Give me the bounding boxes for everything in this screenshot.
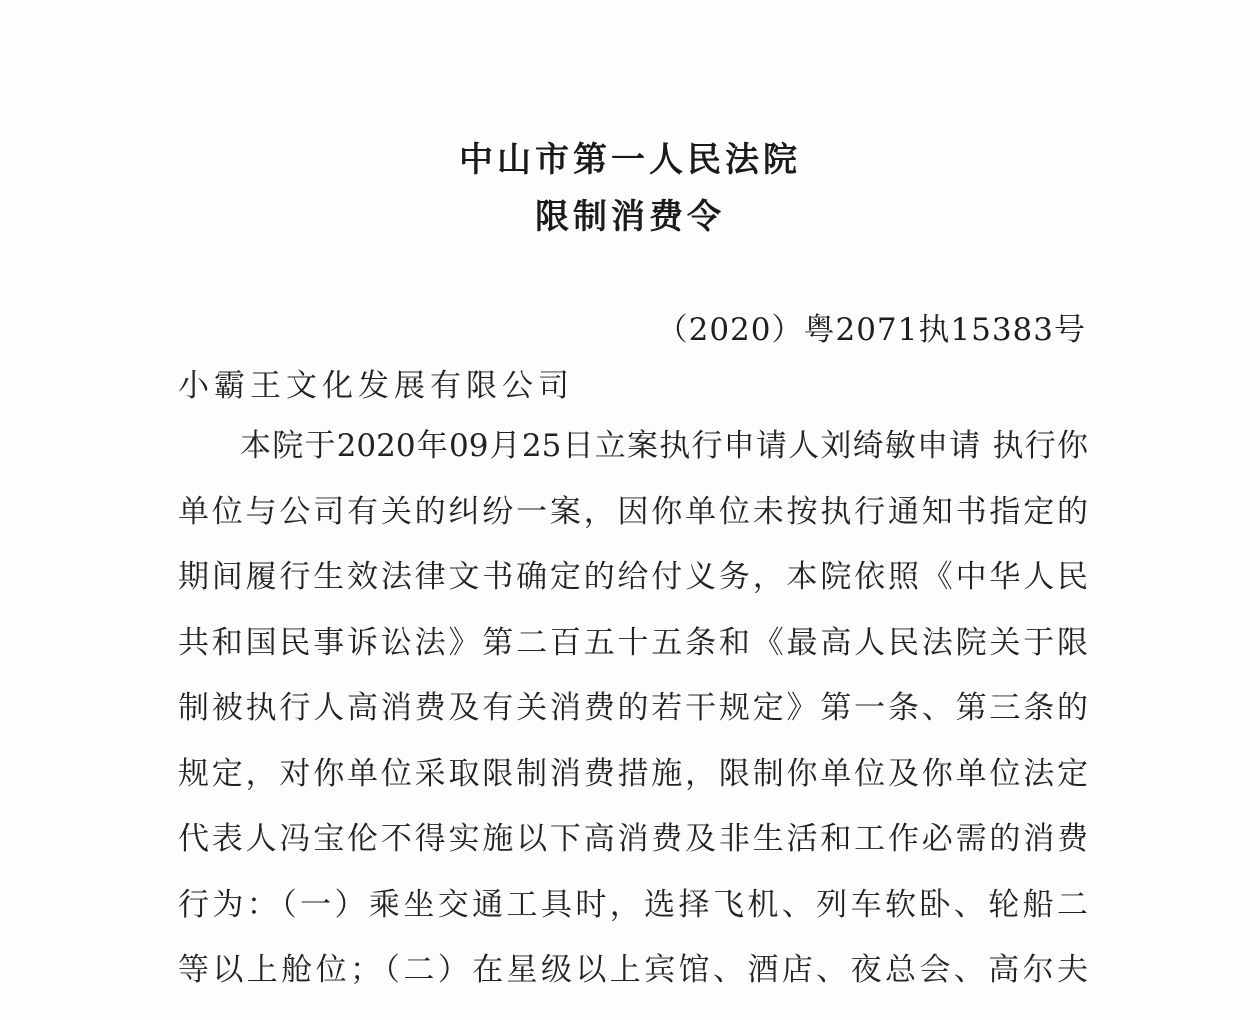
body-line: 期间履行生效法律文书确定的给付义务，本院依照《中华人民 [178,559,1088,595]
body-line: 单位与公司有关的纠纷一案，因你单位未按执行通知书指定的 [178,493,1088,530]
court-name-title: 中山市第一人民法院 [459,140,801,180]
body-line: 本院于2020年09月25日立案执行申请人刘绮敏申请 执行你 [240,428,1088,464]
body-line: 等以上舱位；（二）在星级以上宾馆、酒店、夜总会、高尔夫 [178,952,1088,988]
addressee: 小霸王文化发展有限公司 [178,368,574,404]
order-body [178,424,1088,1014]
body-line: 规定，对你单位采取限制消费措施，限制你单位及你单位法定 [178,755,1088,792]
body-line: 制被执行人高消费及有关消费的若干规定》第一条、第三条的 [178,690,1088,726]
body-line: 共和国民事诉讼法》第二百五十五条和《最高人民法院关于限 [178,624,1088,661]
body-line: 代表人冯宝伦不得实施以下高消费及非生活和工作必需的消费 [178,821,1088,857]
order-type-title: 限制消费令 [535,197,725,237]
body-line: 行为：（一）乘坐交通工具时，选择飞机、列车软卧、轮船二 [178,886,1088,923]
case-number: （2020）粤2071执15383号 [656,312,1086,348]
